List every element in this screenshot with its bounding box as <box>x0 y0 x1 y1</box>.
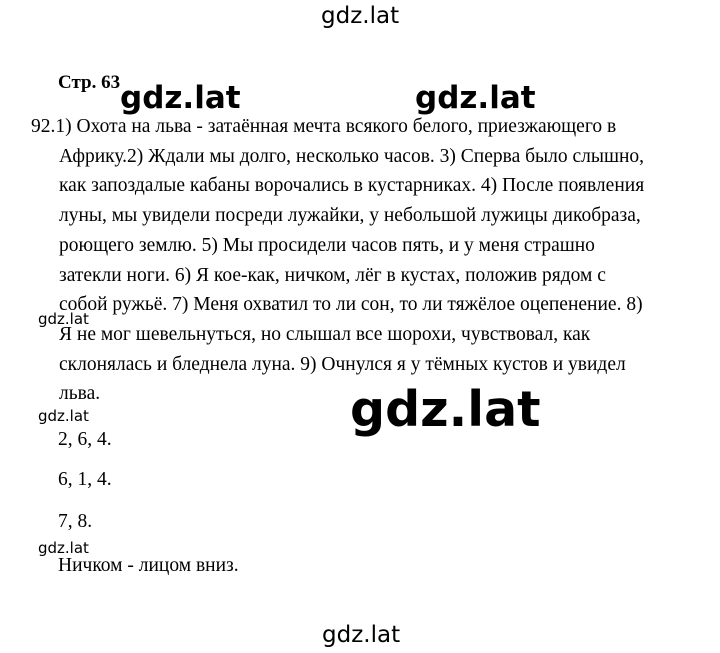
watermark-large-left: gdz.lat <box>120 80 241 116</box>
exercise-line: роющего землю. 5) Мы просидели часов пять, и у меня страшно <box>59 234 595 256</box>
watermark-large-right: gdz.lat <box>415 80 536 116</box>
exercise-line: склонялась и бледнела луна. 9) Очнулся я у тёмных кустов и увидел <box>59 353 626 375</box>
exercise-line: льва. <box>59 383 101 405</box>
watermark-bottom: gdz.lat <box>322 622 401 648</box>
exercise-text <box>31 112 644 409</box>
exercise-line: собой ружьё. 7) Меня охватил то ли сон, то ли тяжёлое оцепенение. 8) <box>59 294 643 316</box>
exercise-line: 92.1) Охота на льва - затаённая мечта всякого белого, приезжающего в <box>31 116 617 137</box>
watermark-small: gdz.lat <box>38 539 89 557</box>
exercise-line: луны, мы увидели посреди лужайки, у небольшой лужицы дикобраза, <box>59 205 641 227</box>
answer-line: 2, 6, 4. <box>58 429 112 450</box>
exercise-line: Африку.2) Ждали мы долго, несколько часов. 3) Сперва было слышно, <box>59 145 645 167</box>
exercise-line: Я не мог шевельнуться, но слышал все шорохи, чувствовал, как <box>59 323 591 345</box>
definition-line: Ничком - лицом вниз. <box>58 555 239 576</box>
watermark-top: gdz.lat <box>321 3 400 29</box>
watermark-huge: gdz.lat <box>350 381 541 438</box>
answer-line: 7, 8. <box>58 511 93 532</box>
exercise-line: как запоздалые кабаны ворочались в кустарниках. 4) После появления <box>59 175 645 197</box>
answer-line: 6, 1, 4. <box>58 469 112 490</box>
exercise-line: затекли ноги. 6) Я кое-как, ничком, лёг в кустах, положив рядом с <box>59 264 606 286</box>
watermark-small: gdz.lat <box>38 407 89 425</box>
watermark-small: gdz.lat <box>38 310 89 328</box>
page-heading: Стр. 63 <box>58 72 121 93</box>
